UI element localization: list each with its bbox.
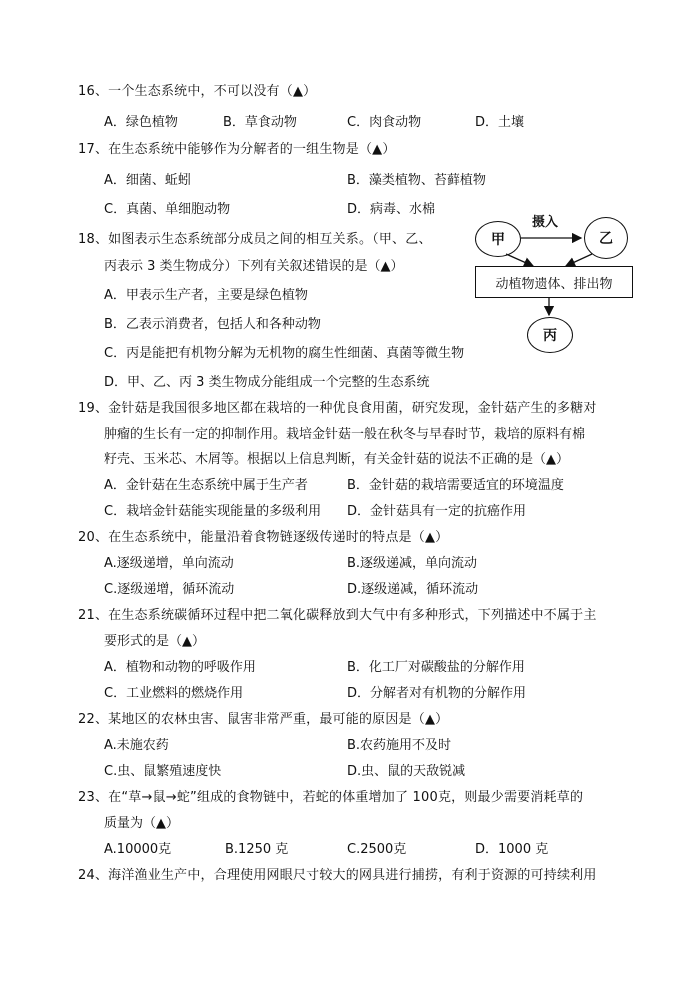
q20-option-d: D.逐级递减，循环流动 [347, 582, 479, 597]
q23-option-b: B.1250 克 [225, 842, 289, 857]
question-18-stem-line1: 18、如图表示生态系统部分成员之间的相互关系。（甲、乙、 [78, 232, 432, 247]
question-21-stem-line2: 要形式的是（▲） [104, 634, 205, 649]
q17-option-a: A．细菌、蚯蚓 [104, 173, 191, 188]
q22-option-b: B.农药施用不及时 [347, 738, 452, 753]
q16-option-a: A．绿色植物 [104, 115, 178, 130]
q23-option-c: C.2500克 [347, 842, 407, 857]
q21-option-a: A．植物和动物的呼吸作用 [104, 660, 256, 675]
q18-option-d: D．甲、乙、丙 3 类生物成分能组成一个完整的生态系统 [104, 375, 430, 390]
q17-option-b: B．藻类植物、苔藓植物 [347, 173, 486, 188]
q23-option-d: D．1000 克 [475, 842, 549, 857]
q22-option-c: C.虫、鼠繁殖速度快 [104, 764, 222, 779]
arrow-label-intake: 摄入 [532, 215, 559, 230]
q19-option-a: A．金针菇在生态系统中属于生产者 [104, 478, 308, 493]
q17-option-c: C．真菌、单细胞动物 [104, 202, 231, 217]
q18-option-a: A．甲表示生产者，主要是绿色植物 [104, 288, 308, 303]
q19-option-c: C．栽培金针菇能实现能量的多级利用 [104, 504, 322, 519]
q20-option-c: C.逐级递增，循环流动 [104, 582, 235, 597]
question-19-stem-line2: 肿瘤的生长有一定的抑制作用。栽培金针菇一般在秋冬与早春时节，栽培的原料有棉 [104, 427, 586, 442]
question-16-stem: 16、一个生态系统中，不可以没有（▲） [78, 84, 317, 99]
q23-option-a: A.10000克 [104, 842, 172, 857]
node-jia: 甲 [475, 221, 521, 257]
question-23-stem-line1: 23、在“草→鼠→蛇”组成的食物链中，若蛇的体重增加了 100克，则最少需要消耗草的 [78, 790, 584, 805]
q20-option-a: A.逐级递增，单向流动 [104, 556, 234, 571]
node-yi: 乙 [584, 217, 628, 259]
q22-option-d: D.虫、鼠的天敌锐减 [347, 764, 466, 779]
q18-option-b: B．乙表示消费者，包括人和各种动物 [104, 317, 321, 332]
question-20-stem: 20、在生态系统中，能量沿着食物链逐级传递时的特点是（▲） [78, 530, 449, 545]
question-19-stem-line1: 19、金针菇是我国很多地区都在栽培的一种优良食用菌，研究发现，金针菇产生的多糖对 [78, 401, 597, 416]
question-21-stem-line1: 21、在生态系统碳循环过程中把二氧化碳释放到大气中有多种形式，下列描述中不属于主 [78, 608, 597, 623]
q21-option-d: D．分解者对有机物的分解作用 [347, 686, 527, 701]
q22-option-a: A.未施农药 [104, 738, 169, 753]
question-19-stem-line3: 籽壳、玉米芯、木屑等。根据以上信息判断，有关金针菇的说法不正确的是（▲） [104, 452, 569, 467]
q18-option-c: C．丙是能把有机物分解为无机物的腐生性细菌、真菌等微生物 [104, 346, 465, 361]
question-24-stem: 24、海洋渔业生产中，合理使用网眼尺寸较大的网具进行捕捞，有利于资源的可持续利用 [78, 868, 597, 883]
q17-option-d: D．病毒、水棉 [347, 202, 436, 217]
question-22-stem: 22、某地区的农林虫害、鼠害非常严重，最可能的原因是（▲） [78, 712, 449, 727]
q16-option-d: D．土壤 [475, 115, 525, 130]
q16-option-b: B．草食动物 [223, 115, 297, 130]
q20-option-b: B.逐级递减，单向流动 [347, 556, 478, 571]
question-23-stem-line2: 质量为（▲） [104, 816, 179, 831]
node-bing: 丙 [527, 317, 573, 353]
q19-option-d: D．金针菇具有一定的抗癌作用 [347, 504, 527, 519]
q21-option-c: C．工业燃料的燃烧作用 [104, 686, 244, 701]
question-18-stem-line2: 丙表示 3 类生物成分）下列有关叙述错误的是（▲） [104, 259, 404, 274]
remains-box: 动植物遗体、排出物 [475, 266, 633, 298]
question-17-stem: 17、在生态系统中能够作为分解者的一组生物是（▲） [78, 142, 396, 157]
q21-option-b: B．化工厂对碳酸盐的分解作用 [347, 660, 525, 675]
q19-option-b: B．金针菇的栽培需要适宜的环境温度 [347, 478, 564, 493]
q16-option-c: C．肉食动物 [347, 115, 422, 130]
